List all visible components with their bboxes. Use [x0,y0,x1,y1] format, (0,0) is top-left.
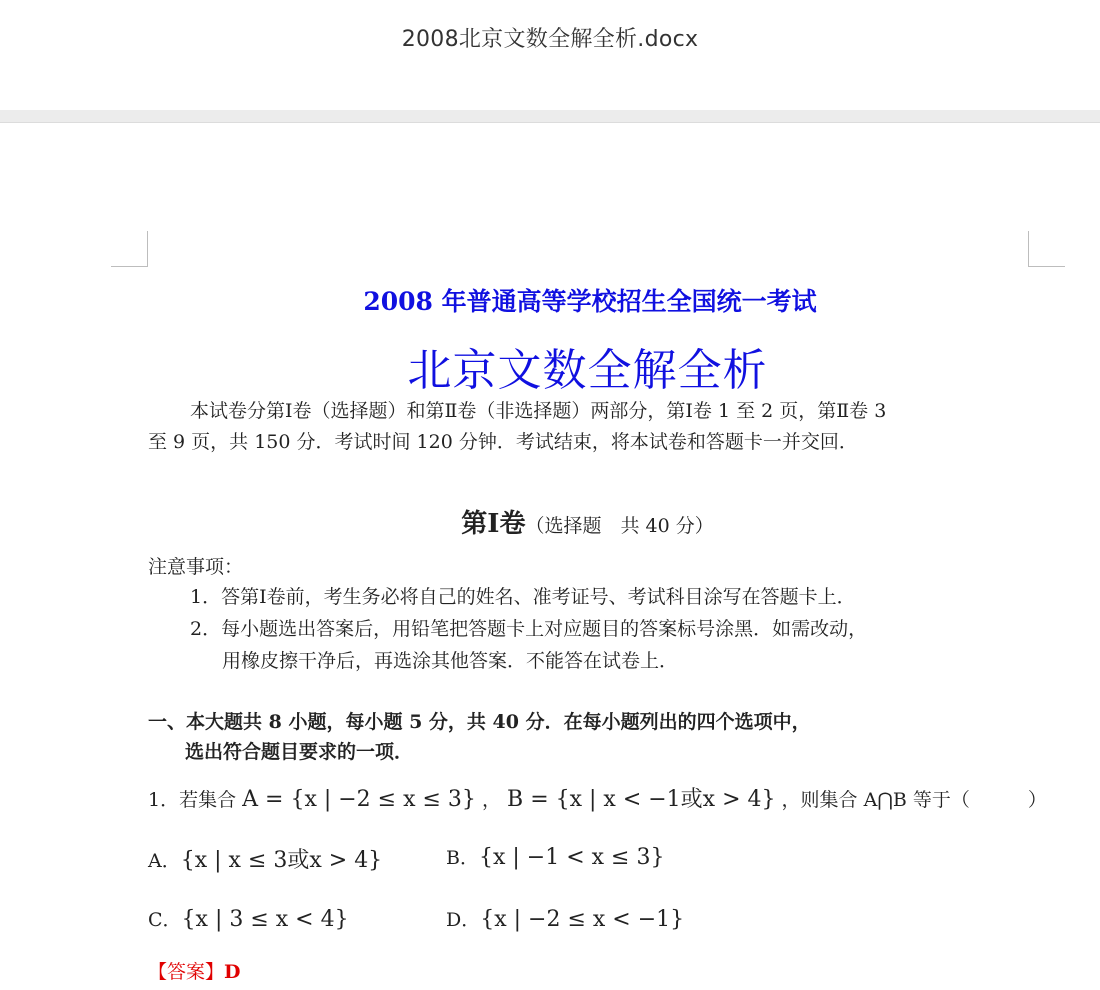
section-heading-sub: （选择题 共 40 分） [525,515,714,537]
option-b-label: B． [446,847,479,869]
part-heading-continued: 选出符合题目要求的一项． [185,741,414,763]
option-b [446,843,664,870]
margin-corner-top-left [111,231,148,267]
intro-line-2: 至 9 页，共 150 分．考试时间 120 分钟．考试结束，将本试卷和答题卡一并交回． [148,431,858,453]
question-1-suffix: ，则集合 A⋂B 等于（ [775,789,970,811]
notes-title: 注意事项： [148,556,244,578]
question-1 [148,782,1047,813]
document-title: 北京文数全解全析 [407,345,768,396]
note-item-2: 2．每小题选出答案后，用铅笔把答题卡上对应题目的答案标号涂黑．如需改动， [190,618,868,640]
question-1-prefix: 1．若集合 [148,789,243,811]
option-a-expression: {x | x ≤ 3或x > 4} [180,848,383,873]
document-filename: 2008北京文数全解全析.docx [401,27,699,52]
answer-value: D [224,961,241,983]
option-a [148,843,382,874]
margin-corner-top-right [1028,231,1065,267]
answer-line [148,957,241,984]
option-b-expression: {x | −1 < x ≤ 3} [478,845,665,870]
toolbar-divider [0,110,1100,123]
option-c-label: C． [148,909,182,931]
question-1-separator: ， [475,789,508,811]
title-bar [0,0,1100,110]
section-heading [0,503,1100,540]
note-item-2-continued: 用橡皮擦干净后，再选涂其他答案．不能答在试卷上． [222,650,679,672]
option-a-label: A． [148,850,181,872]
set-b-expression: B = {x | x < −1或x > 4} [507,787,776,812]
intro-line-1: 本试卷分第Ⅰ卷（选择题）和第Ⅱ卷（非选择题）两部分，第Ⅰ卷 1 至 2 页，第Ⅱ卷 3 [190,400,887,422]
part-heading: 一、本大题共 8 小题，每小题 5 分，共 40 分．在每小题列出的四个选项中， [148,711,811,733]
option-d-expression: {x | −2 ≤ x < −1} [480,907,685,932]
option-d-label: D． [446,909,481,931]
note-item-1: 1．答第Ⅰ卷前，考生务必将自己的姓名、准考证号、考试科目涂写在答题卡上． [190,586,856,608]
question-1-close: ） [1027,789,1047,811]
option-d [446,905,684,932]
exam-title: 2008 年普通高等学校招生全国统一考试 [363,287,817,316]
set-a-expression: A = {x | −2 ≤ x ≤ 3} [242,787,476,812]
option-c-expression: {x | 3 ≤ x < 4} [181,907,349,932]
section-heading-main: 第Ⅰ卷 [461,509,526,539]
answer-tag: 【答案】 [148,961,225,983]
option-c [148,905,349,932]
